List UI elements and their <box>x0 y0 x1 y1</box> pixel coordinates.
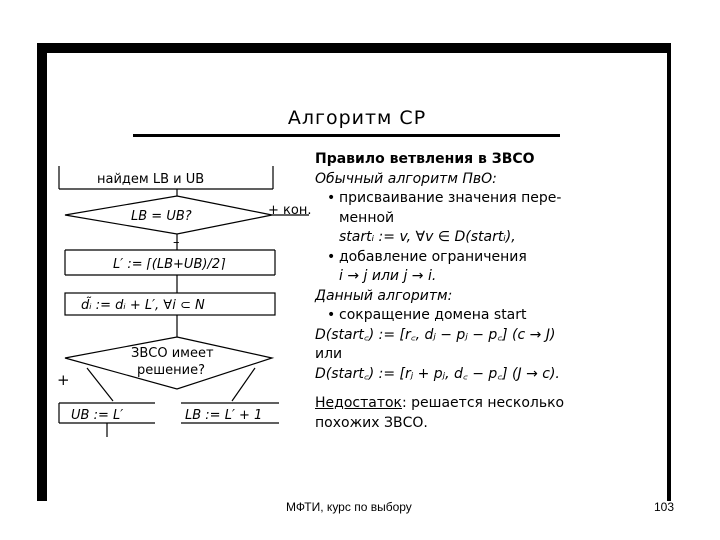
bullet-icon: • <box>327 190 336 206</box>
rules-heading: Правило ветвления в ЗВСО <box>315 151 535 167</box>
domain-equation-2: D(start꜀) := [rⱼ + pⱼ, d꜀ − p꜀] (J → c). <box>315 365 560 382</box>
drawback-line-2: похожих ЗВСО. <box>315 414 428 431</box>
list-item: • добавление ограничения <box>315 248 635 268</box>
list-item: • присваивание значения пере- <box>315 189 635 209</box>
drawback-label: Недостаток <box>315 395 402 411</box>
page-number: 103 <box>654 500 675 514</box>
or-label: или <box>315 346 343 362</box>
decision2-line1: ЗВСО имеет <box>131 346 214 361</box>
list-item: • сокращение домена start <box>315 306 635 326</box>
slide <box>47 53 667 501</box>
plus-label: + <box>57 371 70 389</box>
domain-equation-1: D(start꜀) := [r꜀, dⱼ − pⱼ − p꜀] (c → J) <box>315 326 556 343</box>
box3-label: d̃ᵢ := dᵢ + L′, ∀i ⊂ N <box>81 298 205 313</box>
box2-label: L′ := ⌈(LB+UB)/2⌉ <box>113 257 226 272</box>
slide-title: Алгоритм СР <box>287 107 427 129</box>
footer-text: МФТИ, курс по выбору <box>286 500 412 514</box>
decision1-label: LB = UB? <box>131 209 192 224</box>
right-assign-label: LB := L′ + 1 <box>185 408 263 423</box>
bullet-icon: • <box>327 248 336 265</box>
decision2-line2: решение? <box>137 363 205 378</box>
bullet-icon: • <box>327 307 336 323</box>
given-algorithm-label: Данный алгоритм: <box>315 287 453 304</box>
left-assign-label: UB := L′ <box>71 408 124 423</box>
formula: i → j или j → i. <box>339 268 437 284</box>
branch-left-line <box>87 368 113 401</box>
minus-label: – <box>173 235 180 250</box>
branching-rules <box>315 150 635 433</box>
formula: startᵢ := v, ∀v ∈ D(startᵢ), <box>339 229 516 245</box>
plus-exit-label: + кон. <box>268 203 312 218</box>
usual-algorithm-label: Обычный алгоритм ПвО: <box>315 170 497 187</box>
drawback-line: Недостаток: решается несколько <box>315 395 565 411</box>
branch-right-line <box>232 368 255 401</box>
box1-label: найдем LB и UB <box>97 172 205 187</box>
list-item-cont: менной <box>339 209 395 226</box>
